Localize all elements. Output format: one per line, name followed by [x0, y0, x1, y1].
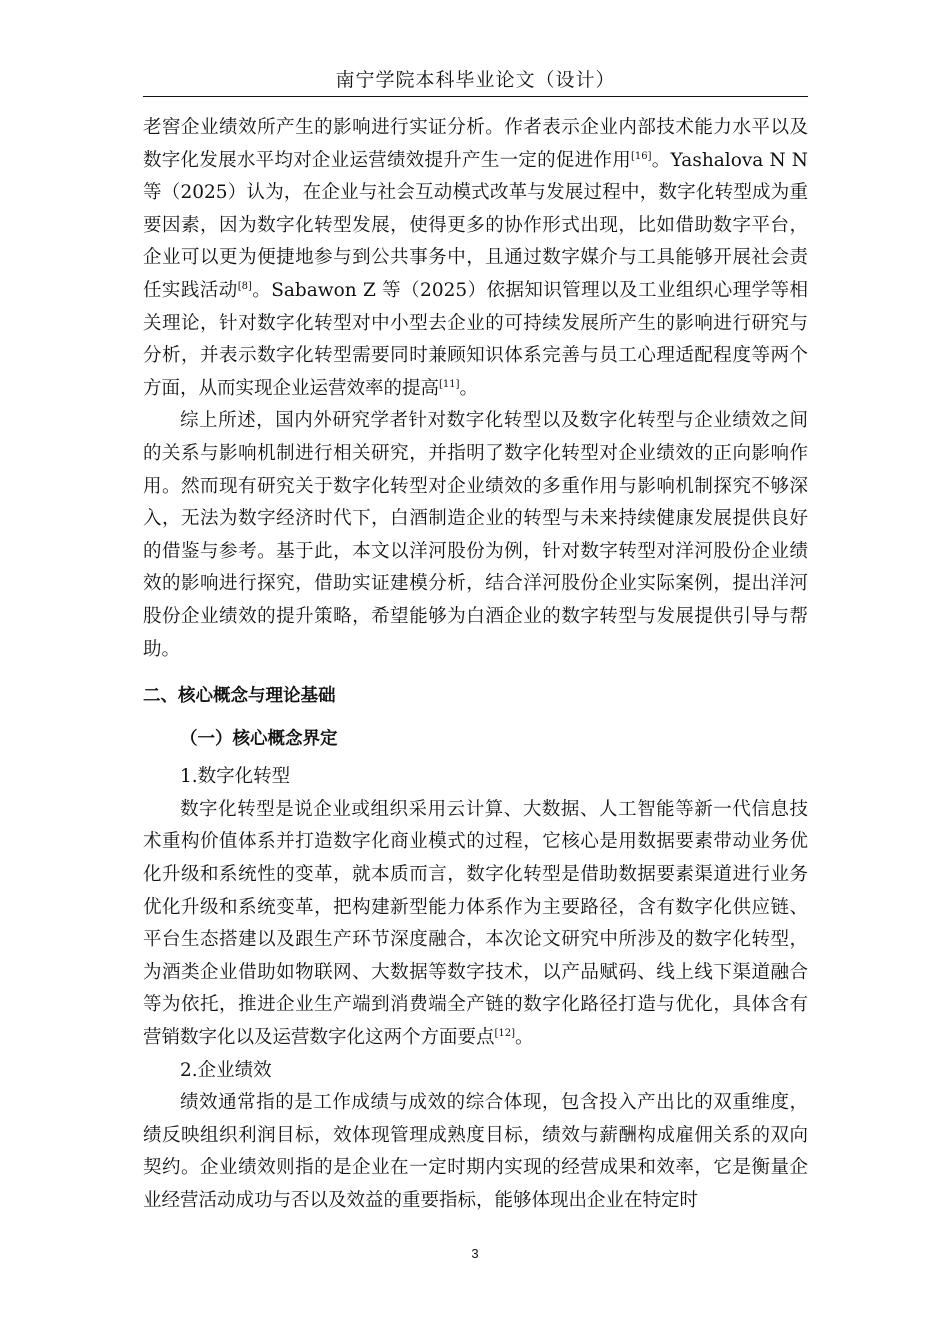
page-header-title: 南宁学院本科毕业论文（设计）	[335, 69, 616, 91]
text-run: 。Yashalova N N 等（2025）认为，在企业与社会互动模式改革与发展过程中，数字化转型成为重要因素，因为数字化转型发展，使得更多的协作形式出现，比如借助数字平台，企业可以更为便捷地参与到公共事务中，且通过数字媒介与工具能够开展社会责任实践活动	[143, 149, 808, 301]
header-divider	[143, 96, 808, 97]
citation-ref: [16]	[630, 150, 652, 162]
text-run: 二、核心概念与理论基础	[143, 686, 336, 707]
section-heading	[143, 680, 808, 713]
paragraph	[143, 1055, 808, 1088]
text-run: 。Sabawon Z 等（2025）依据知识管理以及工业组织心理学等相关理论，针对数字化转型对中小型去企业的可持续发展所产生的影响进行研究与分析，并表示数字化转型需要同时兼顾知识体系完善与员工心理适配程度等两个方面，从而实现企业运营效率的提高	[143, 279, 808, 399]
text-run: 综上所述，国内外研究学者针对数字化转型以及数字化转型与企业绩效之间的关系与影响机制进行相关研究，并指明了数字化转型对企业绩效的正向影响作用。然而现有研究关于数字化转型对企业绩效的多重作用与影响机制探究不够深入，无法为数字经济时代下，白酒制造企业的转型与未来持续健康发展提供良好的借鉴与参考。基于此，本文以洋河股份为例，针对数字转型对洋河股份企业绩效的影响进行探究，借助实证建模分析，结合洋河股份企业实际案例，提出洋河股份企业绩效的提升策略，希望能够为白酒企业的数字转型与发展提供引导与帮助。	[143, 410, 808, 660]
text-run: 。	[515, 1027, 534, 1049]
text-run: 2.企业绩效	[180, 1059, 272, 1081]
paragraph	[143, 405, 808, 666]
paragraph	[143, 1087, 808, 1217]
text-run: 绩效通常指的是工作成绩与成效的综合体现，包含投入产出比的双重维度，绩反映组织利润目标，效体现管理成熟度目标，绩效与薪酬构成雇佣关系的双向契约。企业绩效则指的是企业在一定时期内实现的经营成果和效率，它是衡量企业经营活动成功与否以及效益的重要指标，能够体现出企业在特定时	[143, 1092, 808, 1211]
text-run: 数字化转型是说企业或组织采用云计算、大数据、人工智能等新一代信息技术重构价值体系并打造数字化商业模式的过程，它核心是用数据要素带动业务优化升级和系统性的变革，就本质而言，数字化转型是借助数据要素渠道进行业务优化升级和系统变革，把构建新型能力体系作为主要路径，含有数字化供应链、平台生态搭建以及跟生产环节深度融合，本次论文研究中所涉及的数字化转型，为酒类企业借助如物联网、大数据等数字技术，以产品赋码、线上线下渠道融合等为依托，推进企业生产端到消费端全产链的数字化路径打造与优化，具体含有营销数字化以及运营数字化这两个方面要点	[143, 798, 808, 1049]
paragraph	[143, 794, 808, 1055]
text-run: 。	[459, 377, 479, 399]
citation-ref: [8]	[237, 280, 252, 292]
paragraph	[143, 112, 808, 405]
page-number: 3	[471, 1246, 479, 1261]
body-text	[143, 112, 808, 1218]
text-run: （一）核心概念界定	[180, 728, 338, 749]
subsection-heading	[143, 723, 808, 756]
text-run: 1.数字化转型	[180, 766, 291, 788]
text-run: 老窖企业绩效所产生的影响进行实证分析。作者表示企业内部技术能力水平以及数字化发展水平均对企业运营绩效提升产生一定的促进作用	[143, 117, 808, 171]
citation-ref: [12]	[494, 1027, 516, 1039]
paragraph	[143, 761, 808, 794]
citation-ref: [11]	[439, 378, 460, 390]
